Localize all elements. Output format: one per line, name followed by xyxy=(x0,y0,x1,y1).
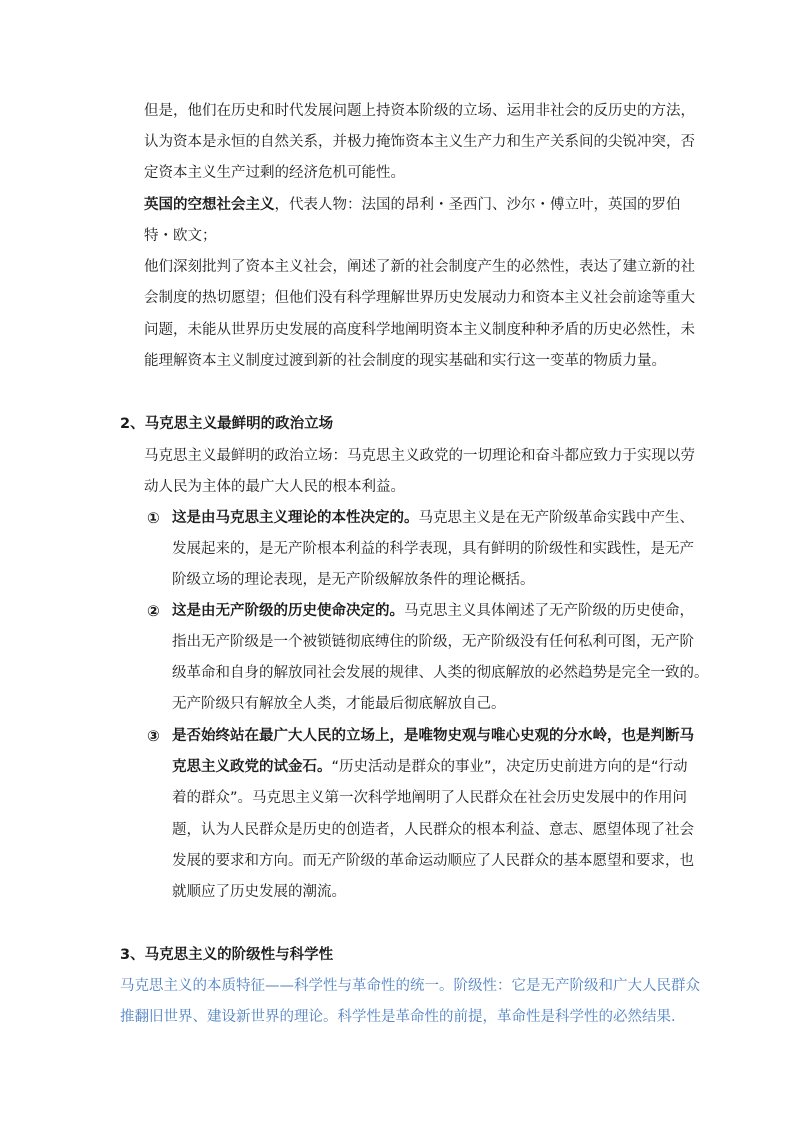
section-3-body-line-2: 推翻旧世界、建设新世界的理论。科学性是革命性的前提，革命性是科学性的必然结果. xyxy=(120,1009,676,1025)
item-1-rest: 马克思主义是在无产阶级革命实践中产生、 xyxy=(418,510,694,526)
item-1-bold: 这是由马克思主义理论的本性决定的。 xyxy=(172,510,419,526)
utopian-para-line-4: 能理解资本主义制度过渡到新的社会制度的现实基础和实行这一变革的物质力量。 xyxy=(144,353,666,369)
item-1-line-2: 发展起来的，是无产阶根本利益的科学表现，具有鲜明的阶级性和实践性，是无产 xyxy=(172,541,694,557)
item-2-rest: 马克思主义具体阐述了无产阶级的历史使命， xyxy=(404,603,694,619)
item-3-line-1: 是否始终站在最广大人民的立场上，是唯物史观与唯心史观的分水岭，也是判断马 xyxy=(172,728,694,744)
utopian-label: 英国的空想社会主义 xyxy=(144,197,275,213)
section-2-heading: 2、马克思主义最鲜明的政治立场 xyxy=(120,416,334,432)
item-3-rest-2: “历史活动是群众的事业”，决定历史前进方向的是“行动 xyxy=(331,759,688,775)
section-2-def-line-1: 马克思主义最鲜明的政治立场：马克思主义政党的一切理论和奋斗都应致力于实现以劳 xyxy=(144,448,695,464)
intro-line-2: 认为资本是永恒的自然关系，并极力掩饰资本主义生产力和生产关系间的尖锐冲突，否 xyxy=(144,134,695,150)
item-3-bold-2: 克思主义政党的试金石。 xyxy=(172,759,332,775)
item-2-line-1 xyxy=(172,601,694,621)
item-1-line-3: 阶级立场的理论表现，是无产阶级解放条件的理论概括。 xyxy=(172,572,535,588)
item-1-line-1 xyxy=(172,508,694,528)
item-2-line-4: 无产阶级只有解放全人类，才能最后彻底解放自己。 xyxy=(172,696,506,712)
utopian-para-line-2: 会制度的热切愿望；但他们没有科学理解世界历史发展动力和资本主义社会前途等重大 xyxy=(144,290,695,306)
item-3-line-6: 就顺应了历史发展的潮流。 xyxy=(172,884,346,900)
intro-line-3: 定资本主义生产过剩的经济危机可能性。 xyxy=(144,165,405,181)
item-3-line-3: 着的群众”。马克思主义第一次科学地阐明了人民群众在社会历史发展中的作用问 xyxy=(172,790,688,806)
utopian-rest: ，代表人物：法国的昂利・圣西门、沙尔・傅立叶，英国的罗伯 xyxy=(274,197,681,213)
utopian-line-2: 特・欧文； xyxy=(144,228,217,244)
item-3-line-2 xyxy=(172,757,688,777)
section-3-heading: 3、马克思主义的阶级性与科学性 xyxy=(120,947,334,963)
intro-line-1: 但是，他们在历史和时代发展问题上持资本阶级的立场、运用非社会的反历史的方法， xyxy=(144,103,695,119)
utopian-para-line-3: 问题，未能从世界历史发展的高度科学地阐明资本主义制度种种矛盾的历史必然性，未 xyxy=(144,322,695,338)
item-3-line-5: 发展的要求和方向。而无产阶级的革命运动顺应了人民群众的基本愿望和要求，也 xyxy=(172,853,694,869)
item-2-line-3: 级革命和自身的解放同社会发展的规律、人类的彻底解放的必然趋势是完全一致的。 xyxy=(172,665,709,681)
item-3-line-4: 题，认为人民群众是历史的创造者，人民群众的根本利益、意志、愿望体现了社会 xyxy=(172,822,694,838)
item-2-marker: ② xyxy=(147,602,160,620)
item-2-bold: 这是由无产阶级的历史使命决定的。 xyxy=(172,603,404,619)
utopian-line-1 xyxy=(144,195,681,215)
item-2-line-2: 指出无产阶级是一个被锁链彻底缚住的阶级，无产阶级没有任何私利可图，无产阶 xyxy=(172,634,694,650)
item-1-marker: ① xyxy=(147,509,160,527)
section-2-def-line-2: 动人民为主体的最广大人民的根本利益。 xyxy=(144,479,405,495)
item-3-marker: ③ xyxy=(147,727,160,745)
section-3-body-line-1: 马克思主义的本质特征——科学性与革命性的统一。阶级性：它是无产阶级和广大人民群众 xyxy=(120,978,700,994)
utopian-para-line-1: 他们深刻批判了资本主义社会，阐述了新的社会制度产生的必然性，表达了建立新的社 xyxy=(144,259,695,275)
